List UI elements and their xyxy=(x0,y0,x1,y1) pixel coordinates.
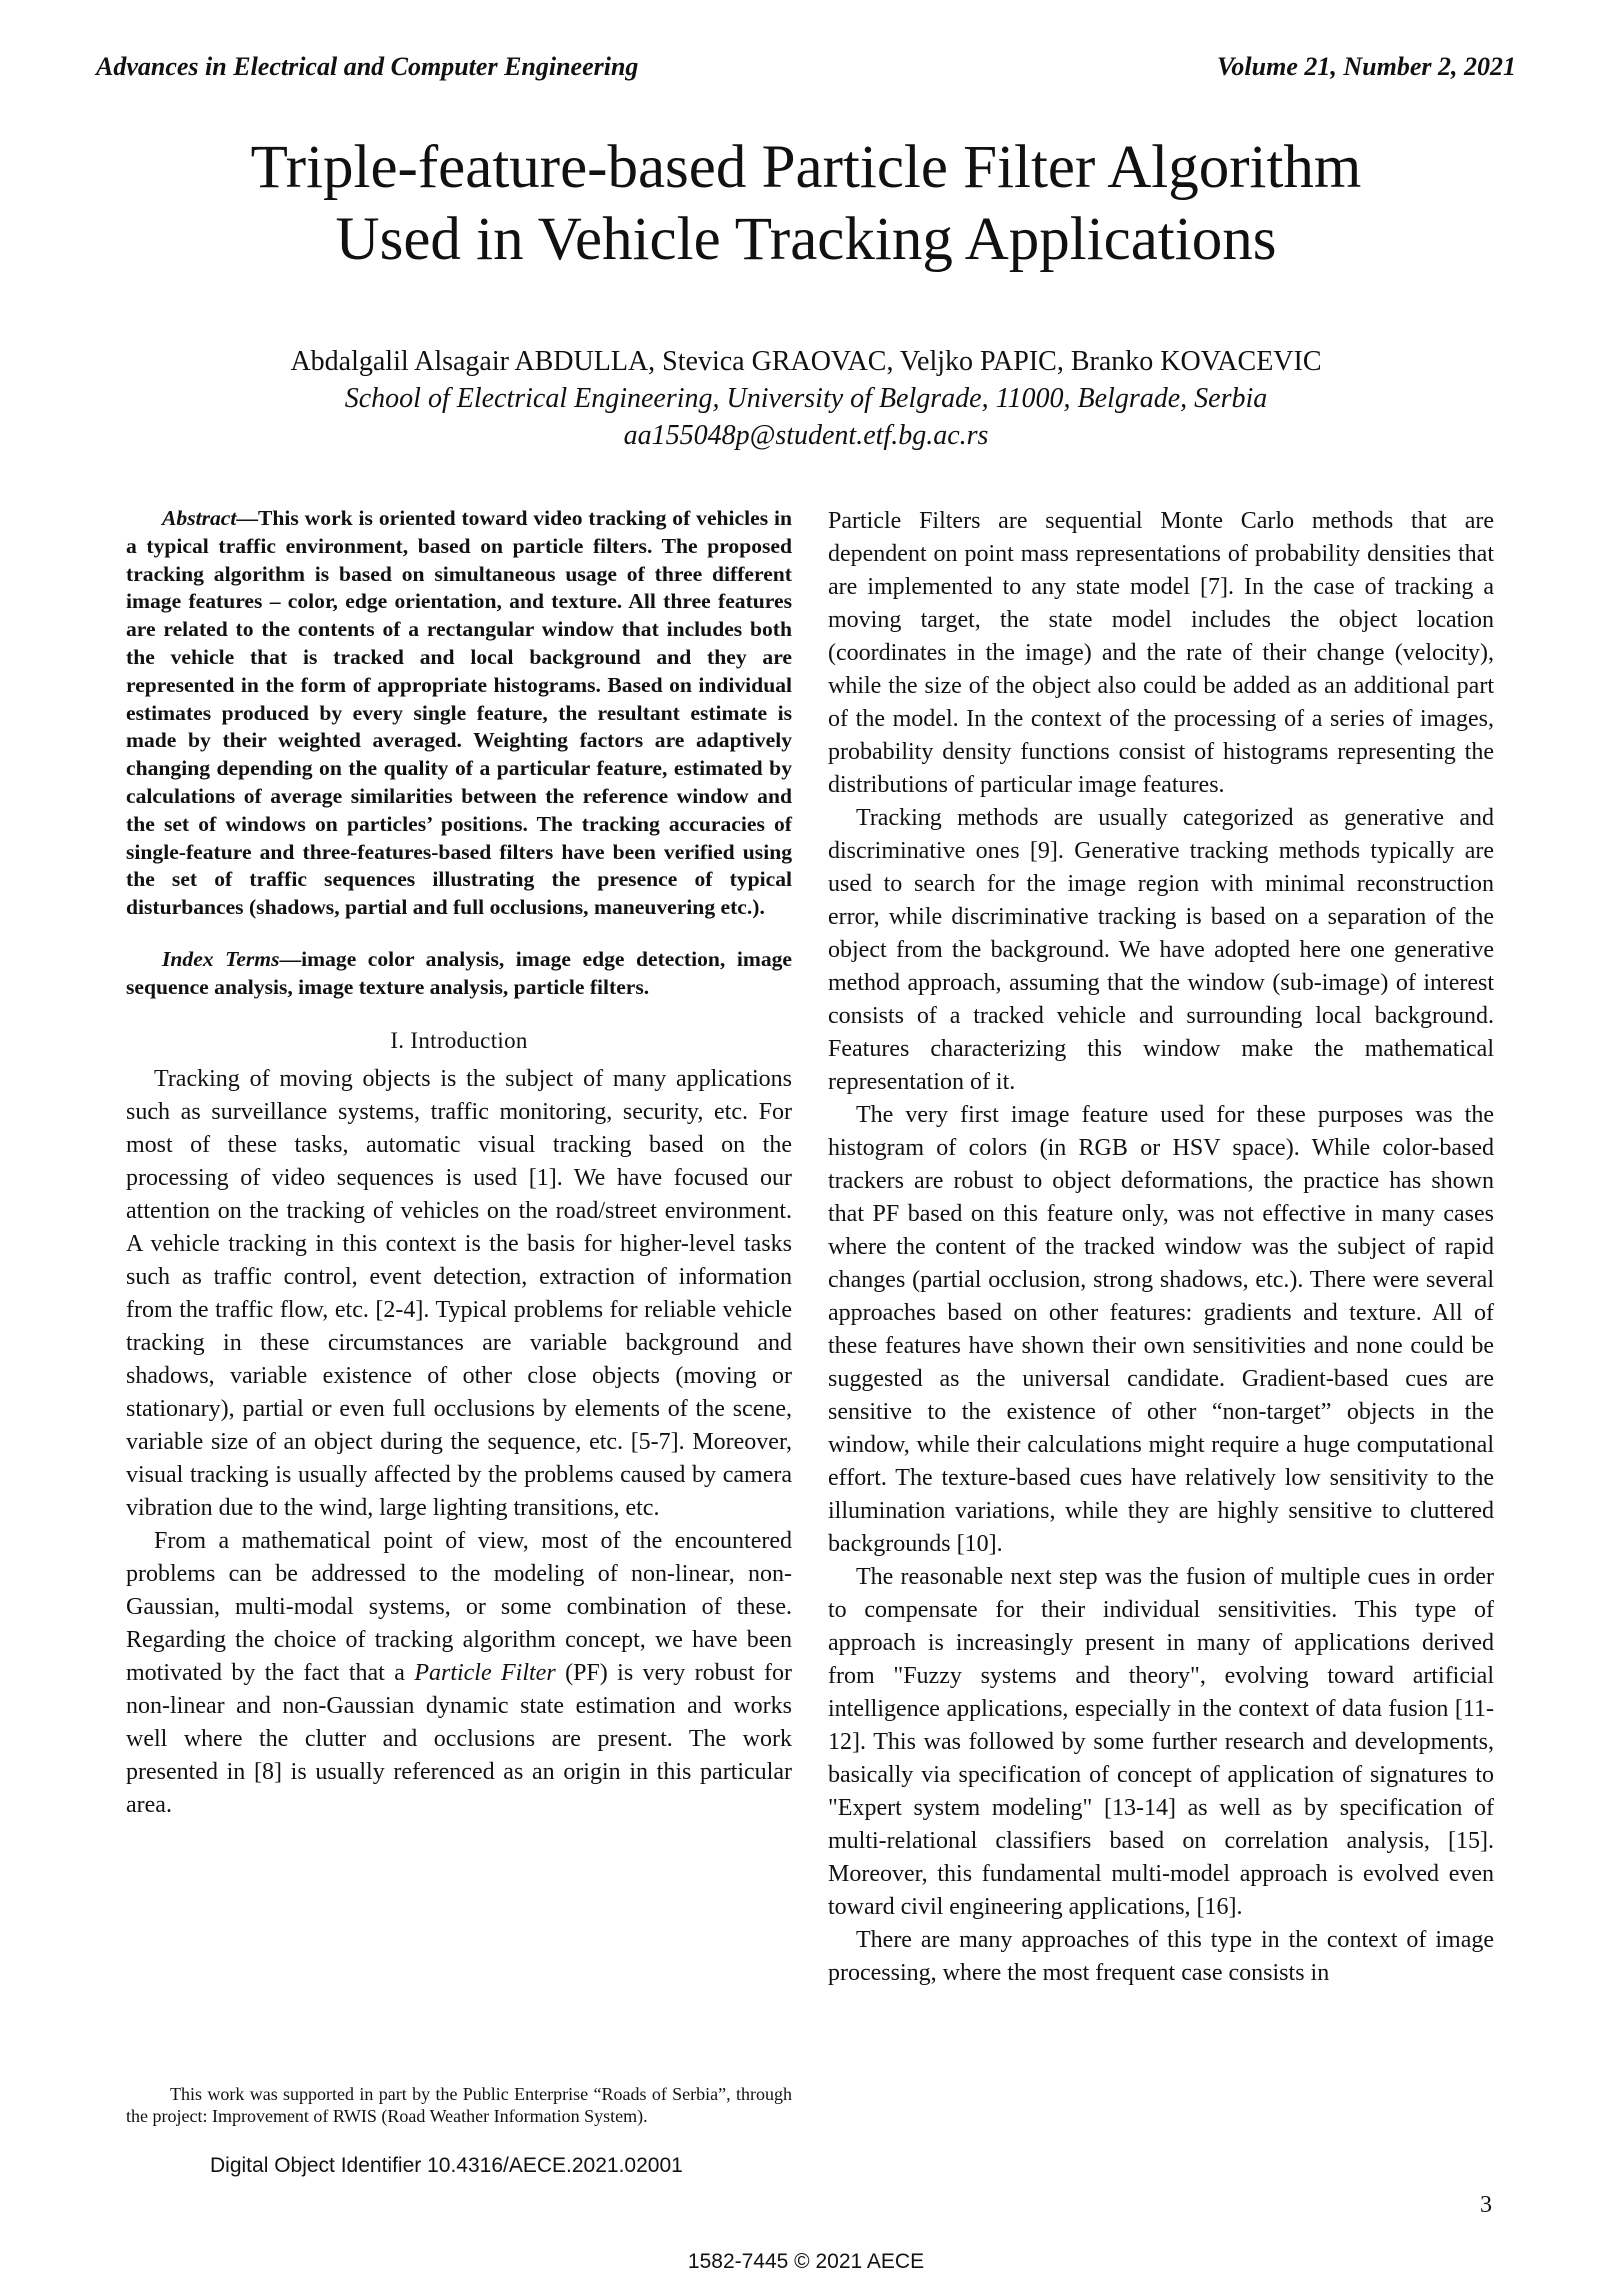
author-email: aa155048p@student.etf.bg.ac.rs xyxy=(623,420,989,451)
author-list: Abdalgalil Alsagair ABDULLA, Stevica GRAOVAC, Veljko PAPIC, Branko KOVACEVIC xyxy=(290,346,1322,377)
abstract-text: This work is oriented toward video tracking of vehicles in a typical traffic environment, based on particle filters. The proposed tracking algorithm is based on simultaneous usage of three different image features – color, edge orientation, and texture. All three features are related to the contents of a rectangular window that includes both the vehicle that is tracked and local background and they are represented in the form of appropriate histograms. Based on individual estimates produced by every single feature, the resultant estimate is made by their weighted averaged. Weighting factors are adaptively changing depending on the quality of a particular feature, estimated by calculations of average similarities between the reference window and the set of windows on particles’ positions. The tracking accuracies of single-feature and three-features-based filters have been verified using the set of traffic sequences illustrating the presence of typical disturbances (shadows, partial and full occlusions, maneuvering etc.). xyxy=(126,506,792,920)
right-column xyxy=(828,505,1494,1990)
section-heading-introduction: I. Introduction xyxy=(390,1027,528,1053)
funding-footnote: This work was supported in part by the Public Enterprise “Roads of Serbia”, through the project: Improvement of RWIS (Road Weather Information System). xyxy=(126,2084,792,2126)
intro-paragraph-5: The very first image feature used for these purposes was the histogram of colors (in RGB or HSV space). While color-based trackers are robust to object deformations, the practice has shown that PF based on this feature only, was not effective in many cases where the content of the tracked window was the subject of rapid changes (partial occlusion, strong shadows, etc.). There were several approaches based on other features: gradients and texture. All of these features have shown their own sensitivities and none could be suggested as the universal candidate. Gradient-based cues are sensitive to the existence of other “non-target” objects in the window, while their calculations might require a huge computational effort. The texture-based cues have relatively low sensitivity to the illumination variations, while they are highly sensitive to cluttered backgrounds [10]. xyxy=(828,1102,1494,1557)
paper-title xyxy=(120,132,1492,276)
intro-paragraph-2 xyxy=(126,1525,792,1822)
intro-paragraph-3: Particle Filters are sequential Monte Carlo methods that are dependent on point mass representations of probability densities that are implemented to any state model [7]. In the case of tracking a moving target, the state model includes the object location (coordinates in the image) and the rate of their change (velocity), while the size of the object also could be added as an additional part of the model. In the context of the processing of a series of images, probability density functions consist of histograms representing the distributions of particular image features. xyxy=(828,508,1494,798)
intro-paragraph-7: There are many approaches of this type in the context of image processing, where the most frequent case consists in xyxy=(828,1927,1494,1986)
index-terms-lead: Index Terms xyxy=(162,946,280,971)
intro-paragraph-6: The reasonable next step was the fusion of multiple cues in order to compensate for their individual sensitivities. This type of approach is increasingly present in many of applications derived from "Fuzzy systems and theory", evolving toward artificial intelligence applications, especially in the context of data fusion [11-12]. This was followed by some further research and developments, basically via specification of concept of application of signatures to "Expert system modeling" [13-14] as well as by specification of multi-relational classifiers based on correlation analysis, [15]. Moreover, this fundamental multi-model approach is evolved even toward civil engineering applications, [16]. xyxy=(828,1564,1494,1920)
intro-paragraph-4: Tracking methods are usually categorized as generative and discriminative ones [9]. Generative tracking methods typically are used to search for the image region with minimal reconstruction error, while discriminative tracking is based on a separation of the object from the background. We have adopted here one generative method approach, assuming that the window (sub-image) of interest consists of a tracked vehicle and surrounding local background. Features characterizing this window make the mathematical representation of it. xyxy=(828,805,1494,1095)
page-number: 3 xyxy=(1480,2192,1492,2218)
journal-name: Advances in Electrical and Computer Engineering xyxy=(96,52,639,81)
abstract: Abstract—This work is oriented toward video tracking of vehicles in a typical traffic environment, based on particle filters. The proposed tracking algorithm is based on simultaneous usage of three different image features – color, edge orientation, and texture. All three features are related to the contents of a rectangular window that includes both the vehicle that is tracked and local background and they are represented in the form of appropriate histograms. Based on individual estimates produced by every single feature, the resultant estimate is made by their weighted averaged. Weighting factors are adaptively changing depending on the quality of a particular feature, estimated by calculations of average similarities between the reference window and the set of windows on particles’ positions. The tracking accuracies of single-feature and three-features-based filters have been verified using the set of traffic sequences illustrating the presence of typical disturbances (shadows, partial and full occlusions, maneuvering etc.). xyxy=(126,506,792,920)
abstract-lead: Abstract xyxy=(162,506,237,530)
title-line-2: Used in Vehicle Tracking Applications xyxy=(335,206,1277,273)
intro-paragraph-1: Tracking of moving objects is the subject of many applications such as surveillance systems, traffic monitoring, security, etc. For most of these tasks, automatic visual tracking based on the processing of video sequences is used [1]. We have focused our attention on the tracking of vehicles on the road/street environment. A vehicle tracking in this context is the basis for higher-level tasks such as traffic control, event detection, extraction of information from the traffic flow, etc. [2-4]. Typical problems for reliable vehicle tracking in these circumstances are variable background and shadows, variable existence of other close objects (moving or stationary), partial or even full occlusions by elements of the scene, variable size of an object during the sequence, etc. [5-7]. Moreover, visual tracking is usually affected by the problems caused by camera vibration due to the wind, large lighting transitions, etc. xyxy=(126,1065,792,1521)
title-line-1: Triple-feature-based Particle Filter Algorithm xyxy=(250,134,1362,201)
particle-filter-term: Particle Filter xyxy=(414,1659,556,1686)
index-terms: Index Terms—image color analysis, image edge detection, image sequence analysis, image texture analysis, particle filters. xyxy=(126,946,793,999)
intro-paragraph-2-part-a: From a mathematical point of view, most of the encountered problems can be addressed to the modeling of non-linear, non-Gaussian, multi-modal systems, or some combination of these. Regarding the choice of tracking algorithm concept, we have been motivated by the fact that a xyxy=(126,1527,792,1686)
intro-paragraph-2-part-b: (PF) is very robust for non-linear and non-Gaussian dynamic state estimation and works well where the clutter and occlusions are present. The work presented in [8] is usually referenced as an origin in this particular area. xyxy=(126,1659,793,1818)
issn-line: 1582-7445 © 2021 AECE xyxy=(687,2250,925,2273)
running-header xyxy=(96,52,1516,86)
author-affiliation: School of Electrical Engineering, University of Belgrade, 11000, Belgrade, Serbia xyxy=(344,383,1268,414)
index-terms-text: image color analysis, image edge detection, image sequence analysis, image texture analysis, particle filters. xyxy=(126,946,793,999)
volume-info: Volume 21, Number 2, 2021 xyxy=(1216,52,1516,81)
doi-line: Digital Object Identifier 10.4316/AECE.2021.02001 xyxy=(210,2154,683,2177)
left-column xyxy=(126,505,792,1822)
